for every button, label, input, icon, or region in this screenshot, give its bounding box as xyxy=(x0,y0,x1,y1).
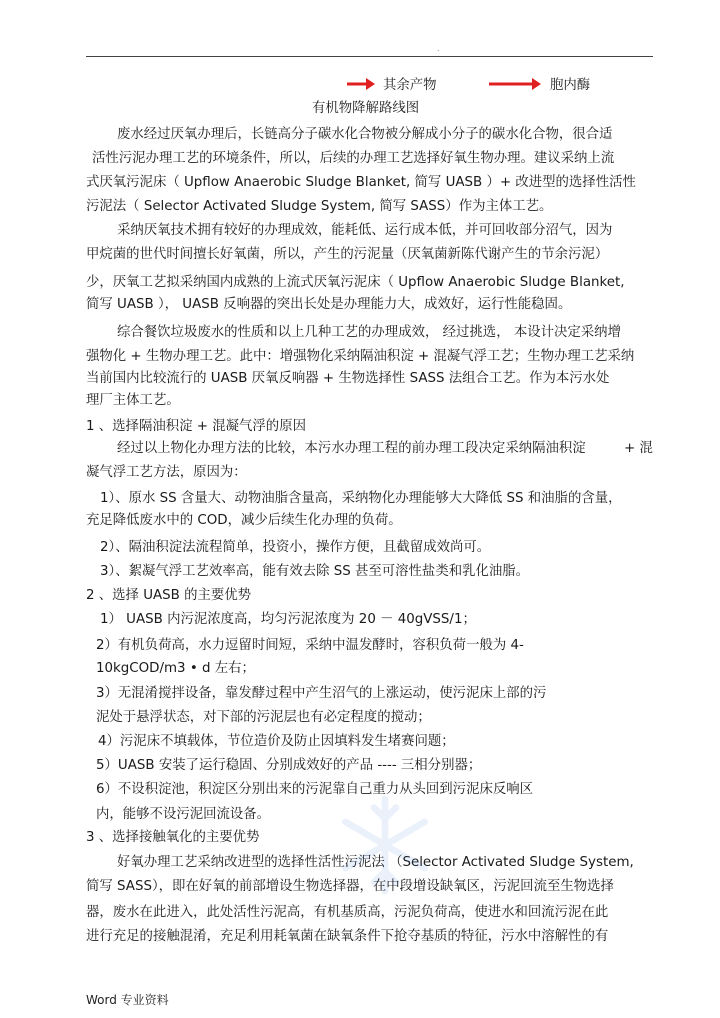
text-line: 凝气浮工艺方法，原因为： xyxy=(86,465,247,480)
text-line: 简写 SASS），即在好氧的前部增设生物选择器，在中段增设缺氧区，污泥回流至生物选择 xyxy=(86,879,614,894)
text-line: 3）、絮凝气浮工艺效率高，能有效去除 SS 甚至可溶性盐类和乳化油脂。 xyxy=(100,564,530,579)
text-line: 废水经过厌氧办理后，长链高分子碳水化合物被分解成小分子的碳水化合物，很合适 xyxy=(117,127,613,142)
header-mark: . xyxy=(437,44,440,53)
arrow-icon xyxy=(488,75,542,93)
text-line: 好氧办理工艺采纳改进型的选择性活性污泥法 （Selector Activated Sludge System, xyxy=(117,855,634,870)
arrow-icon xyxy=(346,75,376,93)
text-line: 式厌氧污泥床（ Upflow Anaerobic Sludge Blanket, 简写 UASB ）+ 改进型的选择性活性 xyxy=(86,175,636,190)
text-line: 强物化 + 生物办理工艺。此中：增强物化采纳隔油积淀 + 混凝气浮工艺；生物办理工艺采纳 xyxy=(86,349,635,364)
flow-extracellular: 胞内酶 xyxy=(550,78,591,93)
page-footer: Word 专业资料 xyxy=(86,993,169,1007)
text-line: 简写 UASB ）， UASB 反响器的突出长处是办理能力大，成效好，运行性能稳固。 xyxy=(86,297,572,312)
text-line: 理厂主体工艺。 xyxy=(86,393,180,408)
text-line: 器，废水在此进入，此处活性污泥高，有机基质高，污泥负荷高，使进水和回流污泥在此 xyxy=(86,905,609,920)
figure-caption: 有机物降解路线图 xyxy=(312,101,420,116)
text-line: 充足降低废水中的 COD，减少后续生化办理的负荷。 xyxy=(86,513,402,528)
text-line: 甲烷菌的世代时间擅长好氧菌，所以，产生的污泥量（厌氧菌新陈代谢产生的节余污泥） xyxy=(86,247,609,262)
section-heading: 3 、选择接触氧化的主要优势 xyxy=(86,830,260,845)
header-rule xyxy=(86,56,653,57)
text-line: 3）无混淆搅拌设备，靠发酵过程中产生沼气的上涨运动，使污泥床上部的污 xyxy=(96,686,547,701)
text-line: 进行充足的接触混淆，充足利用耗氧菌在缺氧条件下抢夺基质的特征，污水中溶解性的有 xyxy=(86,929,609,944)
text-line: 经过以上物化办理方法的比较，本污水办理工程的前办理工段决定采纳隔油积淀 xyxy=(117,441,586,456)
text-line: 6）不设积淀池，积淀区分别出来的污泥靠自己重力从头回到污泥床反响区 xyxy=(96,782,534,797)
text-line: 活性污泥办理工艺的环境条件，所以，后续的办理工艺选择好氧生物办理。建议采纳上流 xyxy=(92,151,615,166)
text-line: 泥处于悬浮状态，对下部的污泥层也有必定程度的搅动； xyxy=(96,710,431,725)
text-line: 10kgCOD/m3 • d 左右； xyxy=(96,661,255,676)
text-line: + 混 xyxy=(624,441,653,456)
section-heading: 1 、选择隔油积淀 + 混凝气浮的原因 xyxy=(86,419,306,434)
text-line: 1） UASB 内污泥浓度高，均匀污泥浓度为 20 － 40gVSS/1； xyxy=(100,612,476,627)
text-line: 当前国内比较流行的 UASB 厌氧反响器 + 生物选择性 SASS 法组合工艺。作为本污水处 xyxy=(86,371,610,386)
text-line: 少，厌氧工艺拟采纳国内成熟的上流式厌氧污泥床（ Upflow Anaerobic Sludge Blanket, xyxy=(86,275,625,290)
flow-other-products: 其余产物 xyxy=(383,78,437,93)
text-line: 2）有机负荷高，水力逗留时间短，采纳中温发酵时，容积负荷一般为 4- xyxy=(96,638,524,653)
text-line: 1）、原水 SS 含量大、动物油脂含量高，采纳物化办理能够大大降低 SS 和油脂的含量， xyxy=(100,491,622,506)
text-line: 采纳厌氧技术拥有较好的办理成效，能耗低、运行成本低，并可回收部分沼气，因为 xyxy=(117,223,613,238)
watermark-snowflake-icon xyxy=(330,790,440,900)
text-line: 4）污泥床不填载体，节位造价及防止因填料发生堵赛问题； xyxy=(98,734,455,749)
text-line: 5）UASB 安装了运行稳固、分别成效好的产品 ---- 三相分别器； xyxy=(96,758,482,773)
text-line: 内，能够不设污泥回流设备。 xyxy=(96,807,271,822)
section-heading: 2 、选择 UASB 的主要优势 xyxy=(86,588,252,603)
text-line: 综合餐饮垃圾废水的性质和以上几种工艺的办理成效， 经过挑选， 本设计决定采纳增 xyxy=(117,325,621,340)
text-line: 污泥法（ Selector Activated Sludge System, 简写 SASS）作为主体工艺。 xyxy=(86,199,553,214)
text-line: 2）、隔油积淀法流程简单，投资小，操作方便，且截留成效尚可。 xyxy=(100,540,491,555)
